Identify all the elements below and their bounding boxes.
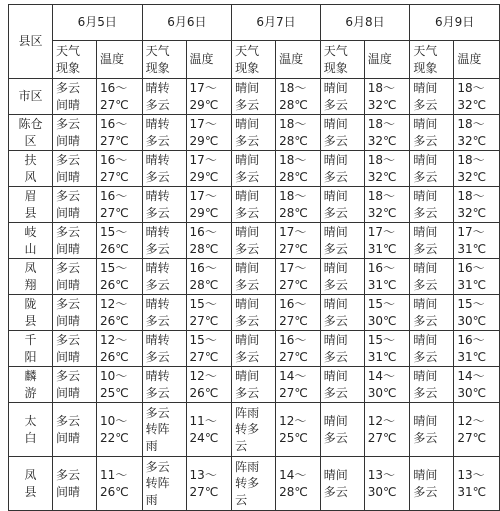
- temperature-cell: 17～ 29℃: [186, 187, 232, 223]
- table-row: [9, 331, 500, 367]
- temperature-cell: 10～ 22℃: [96, 403, 142, 457]
- weather-cell: 晴间 多云: [320, 187, 364, 223]
- temperature-cell: 16～ 31℃: [454, 259, 500, 295]
- weather-cell: 晴间 多云: [232, 115, 276, 151]
- county-name-cell: 陇 县: [9, 295, 53, 331]
- weather-cell: 晴间 多云: [320, 331, 364, 367]
- date-header: 6月5日: [52, 5, 142, 41]
- temperature-cell: 11～ 24℃: [186, 403, 232, 457]
- temperature-cell: 13～ 30℃: [364, 457, 410, 511]
- temperature-cell: 10～ 25℃: [96, 367, 142, 403]
- county-name-cell: 麟 游: [9, 367, 53, 403]
- weather-cell: 晴转 多云: [142, 367, 186, 403]
- weather-cell: 晴转 多云: [142, 151, 186, 187]
- weather-cell: 多云 间晴: [52, 259, 96, 295]
- temperature-cell: 12～ 27℃: [454, 403, 500, 457]
- weather-cell: 晴转 多云: [142, 223, 186, 259]
- temperature-column-header: 温度: [454, 41, 500, 79]
- temperature-cell: 17～ 29℃: [186, 115, 232, 151]
- temperature-cell: 15～ 27℃: [186, 295, 232, 331]
- weather-cell: 多云 间晴: [52, 403, 96, 457]
- temperature-cell: 17～ 31℃: [364, 223, 410, 259]
- weather-cell: 晴间 多云: [410, 403, 454, 457]
- temperature-cell: 16～ 31℃: [364, 259, 410, 295]
- weather-cell: 晴间 多云: [410, 259, 454, 295]
- weather-cell: 晴间 多云: [410, 295, 454, 331]
- temperature-cell: 18～ 28℃: [276, 151, 321, 187]
- weather-cell: 晴间 多云: [232, 367, 276, 403]
- county-name-cell: 太 白: [9, 403, 53, 457]
- temperature-cell: 18～ 32℃: [454, 79, 500, 115]
- temperature-cell: 18～ 32℃: [454, 187, 500, 223]
- county-name-cell: 岐 山: [9, 223, 53, 259]
- weather-cell: 晴间 多云: [410, 79, 454, 115]
- temperature-cell: 13～ 27℃: [186, 457, 232, 511]
- weather-cell: 晴转 多云: [142, 187, 186, 223]
- table-row: [9, 115, 500, 151]
- temperature-column-header: 温度: [276, 41, 321, 79]
- county-name-cell: 眉 县: [9, 187, 53, 223]
- temperature-cell: 16～ 27℃: [276, 295, 321, 331]
- temperature-cell: 16～ 27℃: [96, 187, 142, 223]
- temperature-cell: 15～ 27℃: [186, 331, 232, 367]
- weather-cell: 晴间 多云: [410, 331, 454, 367]
- temperature-cell: 17～ 29℃: [186, 79, 232, 115]
- weather-cell: 晴间 多云: [320, 223, 364, 259]
- table-row: [9, 223, 500, 259]
- date-header: 6月9日: [410, 5, 500, 41]
- temperature-cell: 15～ 30℃: [454, 295, 500, 331]
- temperature-cell: 18～ 32℃: [364, 187, 410, 223]
- temperature-cell: 17～ 31℃: [454, 223, 500, 259]
- weather-cell: 阵雨 转多 云: [232, 403, 276, 457]
- forecast-table-wrapper: [8, 4, 500, 511]
- weather-cell: 晴间 多云: [320, 259, 364, 295]
- weather-cell: 晴间 多云: [232, 259, 276, 295]
- weather-cell: 多云 间晴: [52, 295, 96, 331]
- temperature-cell: 12～ 27℃: [364, 403, 410, 457]
- table-row: [9, 457, 500, 511]
- temperature-cell: 18～ 32℃: [364, 115, 410, 151]
- temperature-cell: 13～ 31℃: [454, 457, 500, 511]
- temperature-cell: 12～ 26℃: [96, 331, 142, 367]
- temperature-cell: 18～ 32℃: [454, 151, 500, 187]
- weather-cell: 晴间 多云: [320, 79, 364, 115]
- weather-cell: 晴间 多云: [410, 187, 454, 223]
- table-row: [9, 187, 500, 223]
- weather-cell: 晴间 多云: [410, 457, 454, 511]
- weather-cell: 多云 间晴: [52, 187, 96, 223]
- weather-cell: 晴间 多云: [232, 223, 276, 259]
- weather-cell: 晴转 多云: [142, 331, 186, 367]
- temperature-cell: 15～ 26℃: [96, 259, 142, 295]
- weather-cell: 晴间 多云: [410, 115, 454, 151]
- temperature-cell: 15～ 31℃: [364, 331, 410, 367]
- weather-column-header: 天气 现象: [320, 41, 364, 79]
- date-header-row: [9, 5, 500, 41]
- temperature-cell: 15～ 30℃: [364, 295, 410, 331]
- weather-cell: 晴间 多云: [232, 187, 276, 223]
- weather-forecast-table: [8, 4, 500, 511]
- weather-cell: 多云 转阵 雨: [142, 403, 186, 457]
- weather-cell: 晴间 多云: [232, 295, 276, 331]
- weather-cell: 晴转 多云: [142, 79, 186, 115]
- temperature-cell: 18～ 28℃: [276, 79, 321, 115]
- weather-cell: 多云 间晴: [52, 367, 96, 403]
- table-row: [9, 295, 500, 331]
- weather-cell: 晴间 多云: [410, 151, 454, 187]
- weather-cell: 晴间 多云: [320, 403, 364, 457]
- temperature-cell: 16～ 31℃: [454, 331, 500, 367]
- temperature-cell: 18～ 32℃: [364, 79, 410, 115]
- date-header: 6月8日: [320, 5, 410, 41]
- table-row: [9, 259, 500, 295]
- weather-cell: 晴间 多云: [232, 79, 276, 115]
- weather-cell: 晴间 多云: [320, 367, 364, 403]
- weather-cell: 晴间 多云: [232, 331, 276, 367]
- county-name-cell: 扶 风: [9, 151, 53, 187]
- weather-cell: 多云 间晴: [52, 331, 96, 367]
- temperature-column-header: 温度: [364, 41, 410, 79]
- temperature-cell: 15～ 26℃: [96, 223, 142, 259]
- weather-cell: 多云 间晴: [52, 223, 96, 259]
- county-name-cell: 千 阳: [9, 331, 53, 367]
- county-name-cell: 市区: [9, 79, 53, 115]
- temperature-cell: 16～ 28℃: [186, 259, 232, 295]
- weather-cell: 晴间 多云: [410, 223, 454, 259]
- weather-cell: 晴间 多云: [320, 457, 364, 511]
- temperature-cell: 14～ 30℃: [454, 367, 500, 403]
- temperature-cell: 16～ 27℃: [96, 151, 142, 187]
- weather-column-header: 天气 现象: [410, 41, 454, 79]
- temperature-cell: 12～ 25℃: [276, 403, 321, 457]
- weather-cell: 晴转 多云: [142, 115, 186, 151]
- weather-cell: 晴间 多云: [410, 367, 454, 403]
- temperature-cell: 16～ 27℃: [96, 79, 142, 115]
- temperature-cell: 16～ 27℃: [276, 331, 321, 367]
- weather-cell: 晴间 多云: [320, 151, 364, 187]
- temperature-cell: 18～ 32℃: [364, 151, 410, 187]
- column-header-row: [9, 41, 500, 79]
- temperature-cell: 11～ 26℃: [96, 457, 142, 511]
- county-header: 县区: [9, 5, 53, 79]
- county-name-cell: 凤 县: [9, 457, 53, 511]
- weather-cell: 多云 转阵 雨: [142, 457, 186, 511]
- temperature-cell: 17～ 29℃: [186, 151, 232, 187]
- county-name-cell: 凤 翔: [9, 259, 53, 295]
- forecast-table-body: [9, 79, 500, 511]
- weather-column-header: 天气 现象: [142, 41, 186, 79]
- weather-cell: 晴间 多云: [320, 295, 364, 331]
- temperature-cell: 14～ 27℃: [276, 367, 321, 403]
- weather-cell: 多云 间晴: [52, 457, 96, 511]
- table-row: [9, 151, 500, 187]
- temperature-column-header: 温度: [186, 41, 232, 79]
- table-row: [9, 79, 500, 115]
- temperature-cell: 12～ 26℃: [96, 295, 142, 331]
- weather-cell: 多云 间晴: [52, 79, 96, 115]
- weather-cell: 阵雨 转多 云: [232, 457, 276, 511]
- temperature-cell: 18～ 32℃: [454, 115, 500, 151]
- temperature-cell: 16～ 28℃: [186, 223, 232, 259]
- weather-cell: 晴转 多云: [142, 295, 186, 331]
- weather-cell: 晴间 多云: [320, 115, 364, 151]
- weather-column-header: 天气 现象: [52, 41, 96, 79]
- temperature-cell: 14～ 28℃: [276, 457, 321, 511]
- table-row: [9, 403, 500, 457]
- weather-cell: 多云 间晴: [52, 115, 96, 151]
- temperature-cell: 17～ 27℃: [276, 259, 321, 295]
- temperature-cell: 17～ 27℃: [276, 223, 321, 259]
- date-header: 6月7日: [232, 5, 321, 41]
- temperature-cell: 14～ 30℃: [364, 367, 410, 403]
- temperature-column-header: 温度: [96, 41, 142, 79]
- temperature-cell: 18～ 28℃: [276, 187, 321, 223]
- temperature-cell: 18～ 28℃: [276, 115, 321, 151]
- weather-column-header: 天气 现象: [232, 41, 276, 79]
- weather-cell: 晴转 多云: [142, 259, 186, 295]
- weather-cell: 多云 间晴: [52, 151, 96, 187]
- table-row: [9, 367, 500, 403]
- county-name-cell: 陈仓 区: [9, 115, 53, 151]
- temperature-cell: 16～ 27℃: [96, 115, 142, 151]
- date-header: 6月6日: [142, 5, 232, 41]
- temperature-cell: 12～ 26℃: [186, 367, 232, 403]
- weather-cell: 晴间 多云: [232, 151, 276, 187]
